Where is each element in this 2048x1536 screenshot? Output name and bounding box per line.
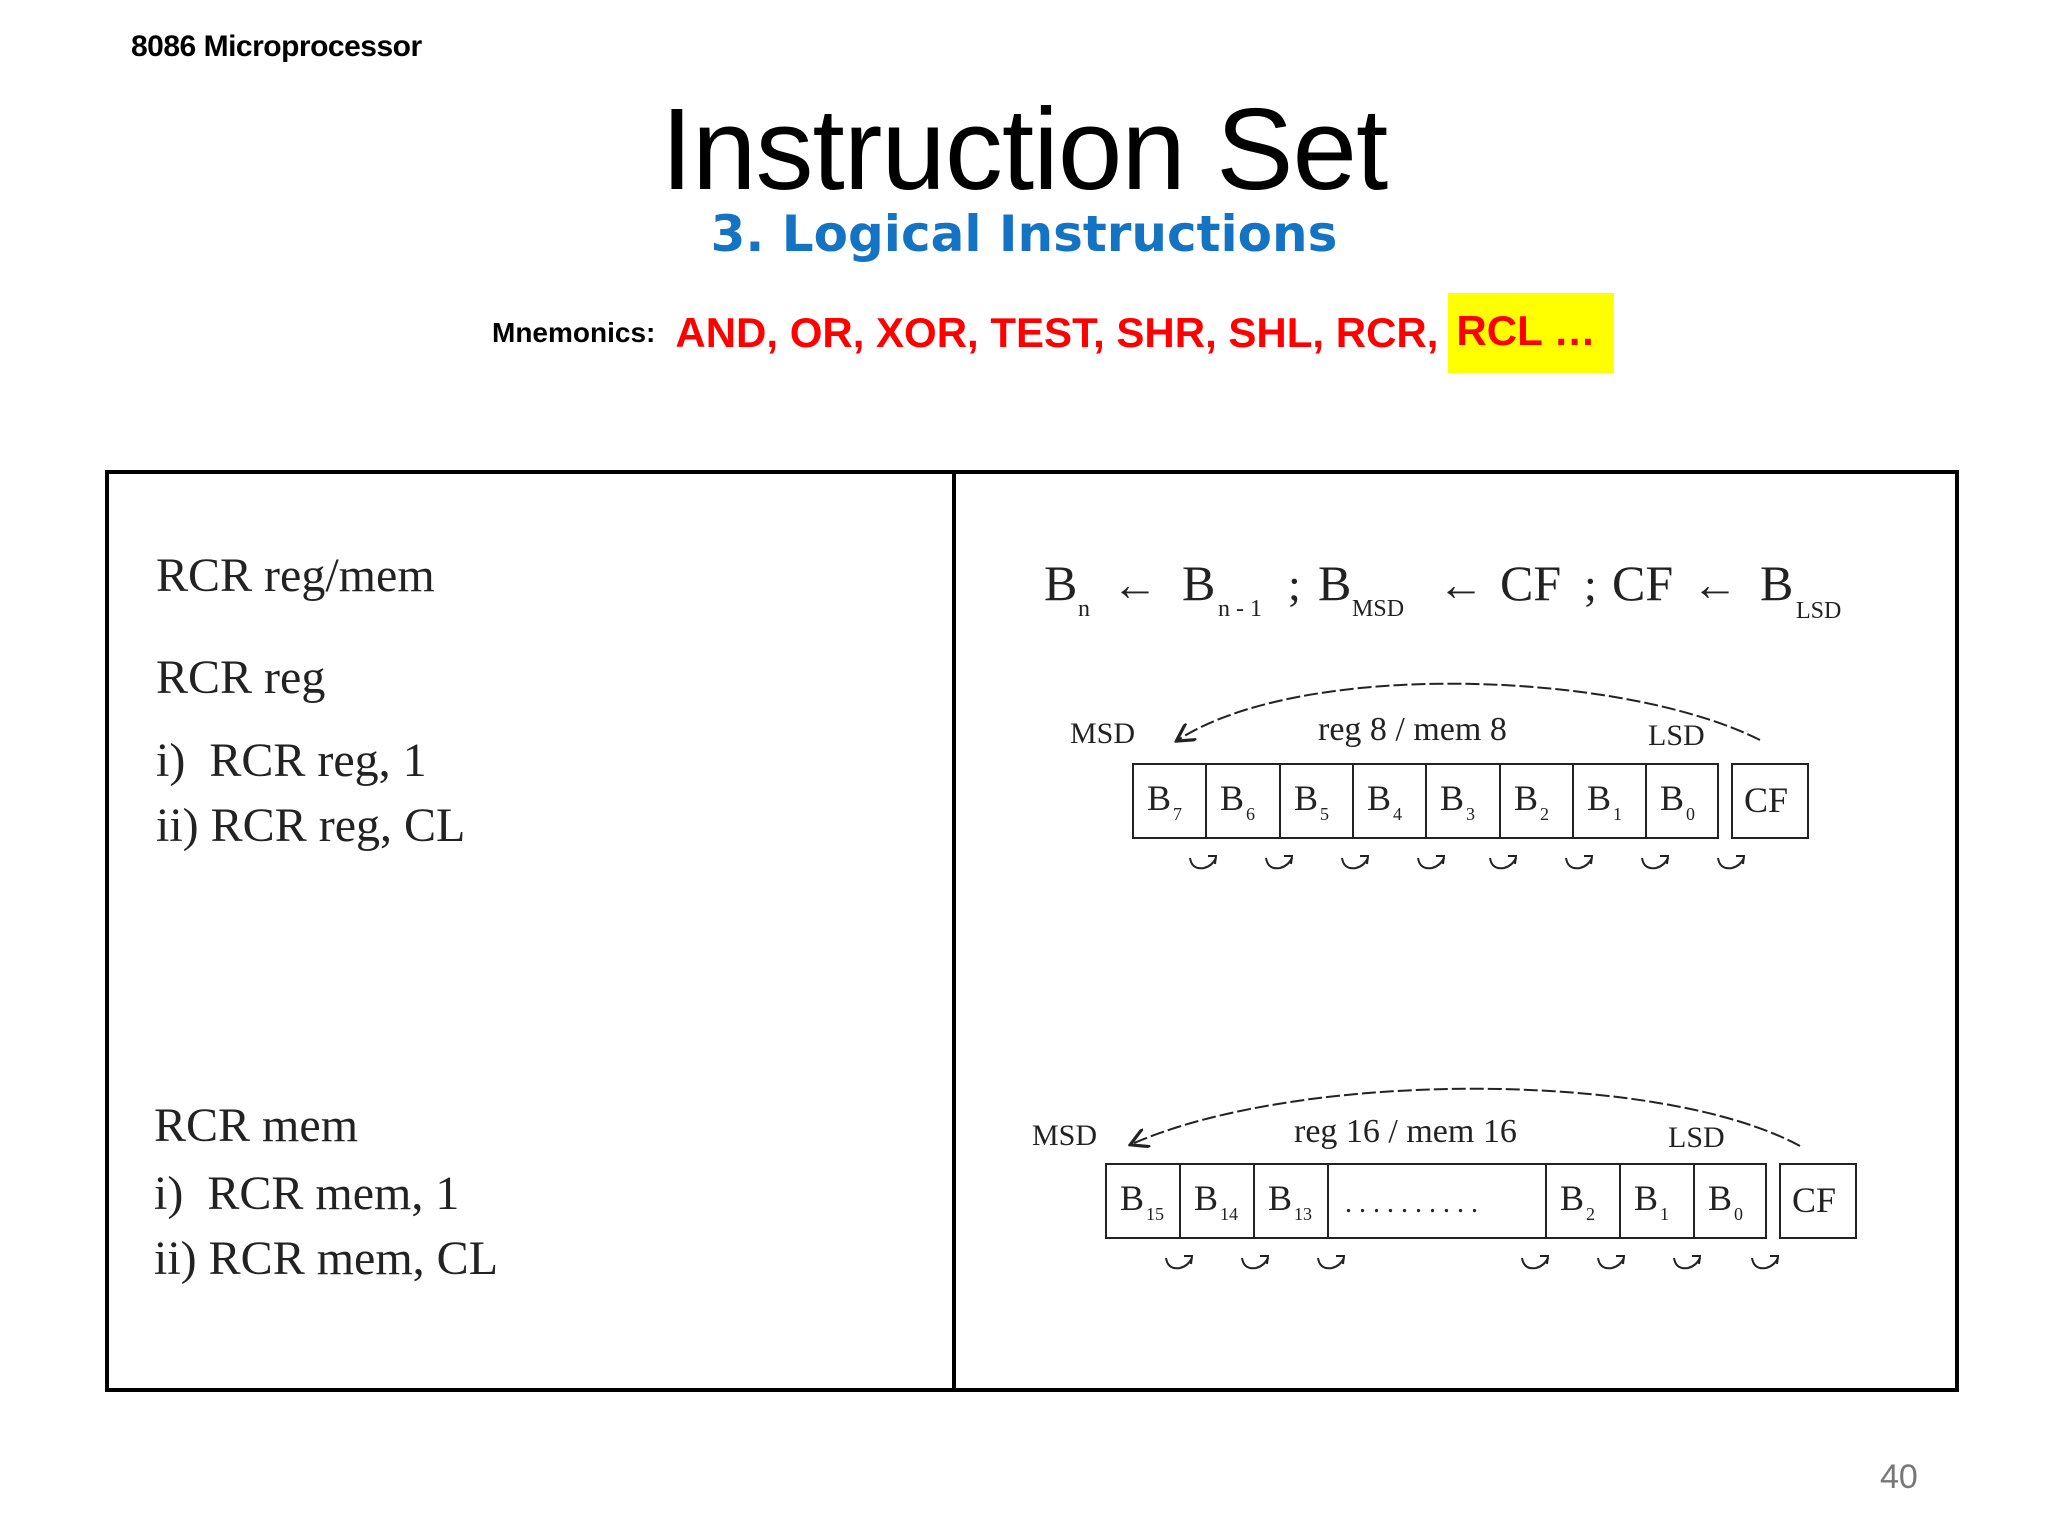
slide-subtitle: 3. Logical Instructions (710, 205, 1338, 263)
shift-arrows-16bit (1166, 1256, 1778, 1268)
reg8-cell-sub-6: 1 (1613, 804, 1622, 824)
cf-label-8bit: CF (1744, 780, 1789, 820)
rcr-general-syntax: RCR reg/mem (156, 549, 435, 602)
reg16-shift-arrow-3 (1522, 1258, 1548, 1268)
formula-cf-2: CF (1612, 555, 1674, 611)
reg16-shift-arrow-6 (1752, 1258, 1778, 1268)
caption-8bit: reg 8 / mem 8 (1318, 711, 1507, 748)
lsd-label-16bit: LSD (1668, 1121, 1725, 1154)
reg8-cell-sub-3: 4 (1393, 804, 1402, 824)
reg16-cell-label-2: B (1268, 1178, 1293, 1218)
reg8-cell-label-4: B (1440, 778, 1465, 818)
reg8-cell-sub-2: 5 (1320, 804, 1329, 824)
reg8-cell-label-7: B (1660, 778, 1685, 818)
formula-b3: B (1318, 555, 1352, 611)
msd-label-8bit: MSD (1070, 717, 1136, 750)
reg8-cell-label-0: B (1147, 778, 1172, 818)
reg8-cell-sub-4: 3 (1466, 804, 1475, 824)
formula-arrow-2: ← (1438, 559, 1484, 610)
formula-b1: B (1044, 555, 1078, 611)
reg16-shift-arrow-4 (1598, 1258, 1624, 1268)
reg16-cell-label-6: B (1708, 1178, 1733, 1218)
formula-arrow-1: ← (1112, 559, 1158, 610)
rcr-reg-heading: RCR reg (156, 651, 326, 704)
reg8-shift-arrow-7 (1718, 858, 1744, 868)
reg8-cell-label-1: B (1220, 778, 1245, 818)
reg8-shift-arrow-6 (1642, 858, 1668, 868)
formula-cf-1: CF (1500, 555, 1562, 611)
reg8-shift-arrow-0 (1190, 858, 1216, 868)
reg16-cell-sub-4: 2 (1586, 1204, 1595, 1224)
diagram-16bit (1032, 1089, 1856, 1269)
mnemonics-label: Mnemonics: (492, 317, 656, 348)
reg8-cell-sub-7: 0 (1686, 804, 1695, 824)
reg8-cell-sub-5: 2 (1540, 804, 1549, 824)
reg8-cell-label-3: B (1367, 778, 1392, 818)
register-cells-8bit (1133, 764, 1718, 838)
reg16-cell-label-1: B (1194, 1178, 1219, 1218)
reg16-cell-sub-0: 15 (1146, 1204, 1164, 1224)
reg16-cell-sub-2: 13 (1294, 1204, 1312, 1224)
page-number: 40 (1880, 1458, 1918, 1496)
reg16-cell-sub-6: 0 (1734, 1204, 1743, 1224)
rcr-mem-item-2: ii) RCR mem, CL (154, 1232, 499, 1285)
formula-n: n (1078, 596, 1090, 622)
slide-title: Instruction Set (660, 84, 1388, 214)
mnemonics-line (492, 293, 1614, 373)
rcr-mem-heading: RCR mem (154, 1099, 359, 1152)
reg16-cell-label-4: B (1560, 1178, 1585, 1218)
formula-msd: MSD (1352, 596, 1405, 622)
reg16-cell-sub-5: 1 (1660, 1204, 1669, 1224)
mnemonics-highlighted: RCL … (1448, 293, 1613, 373)
msd-label-16bit: MSD (1032, 1119, 1098, 1152)
formula-sep-2: ; (1584, 559, 1597, 610)
formula-lsd: LSD (1796, 598, 1842, 624)
rcr-diagram (960, 476, 1954, 1386)
reg8-shift-arrow-2 (1342, 858, 1368, 868)
course-title: 8086 Microprocessor (131, 30, 422, 63)
rcr-reg-item-2: ii) RCR reg, CL (156, 799, 466, 852)
reg8-shift-arrow-1 (1266, 858, 1292, 868)
formula-arrow-3: ← (1692, 559, 1738, 610)
reg8-cell-label-5: B (1514, 778, 1539, 818)
reg8-shift-arrow-3 (1418, 858, 1444, 868)
reg16-shift-arrow-0 (1166, 1258, 1192, 1268)
formula-b2: B (1182, 555, 1216, 611)
formula-sep-1: ; (1288, 559, 1301, 610)
ellipsis-16bit: . . . . . . . . . . (1345, 1188, 1478, 1219)
reg16-shift-arrow-1 (1242, 1258, 1268, 1268)
reg8-cell-sub-0: 7 (1173, 804, 1182, 824)
reg16-shift-arrow-5 (1674, 1258, 1700, 1268)
cf-label-16bit: CF (1792, 1180, 1837, 1220)
reg16-cell-sub-1: 14 (1220, 1204, 1238, 1224)
table-divider (952, 470, 956, 1392)
reg16-shift-arrow-2 (1318, 1258, 1344, 1268)
reg16-cell-label-5: B (1634, 1178, 1659, 1218)
lsd-label-8bit: LSD (1648, 719, 1705, 752)
formula-b4: B (1760, 555, 1794, 611)
reg8-shift-arrow-5 (1566, 858, 1592, 868)
reg8-cell-label-2: B (1294, 778, 1319, 818)
caption-16bit: reg 16 / mem 16 (1294, 1113, 1517, 1150)
rcr-formula (1044, 555, 1841, 624)
reg8-cell-label-6: B (1587, 778, 1612, 818)
reg8-shift-arrow-4 (1490, 858, 1516, 868)
rcr-reg-item-1: i) RCR reg, 1 (156, 734, 427, 787)
shift-arrows-8bit (1190, 856, 1744, 868)
formula-n-minus-1: n - 1 (1218, 596, 1262, 622)
mnemonics-list: AND, OR, XOR, TEST, SHR, SHL, RCR, (675, 309, 1439, 356)
reg16-cell-label-0: B (1120, 1178, 1145, 1218)
diagram-8bit (1070, 684, 1808, 869)
reg8-cell-sub-1: 6 (1246, 804, 1255, 824)
rcr-mem-item-1: i) RCR mem, 1 (154, 1167, 460, 1220)
